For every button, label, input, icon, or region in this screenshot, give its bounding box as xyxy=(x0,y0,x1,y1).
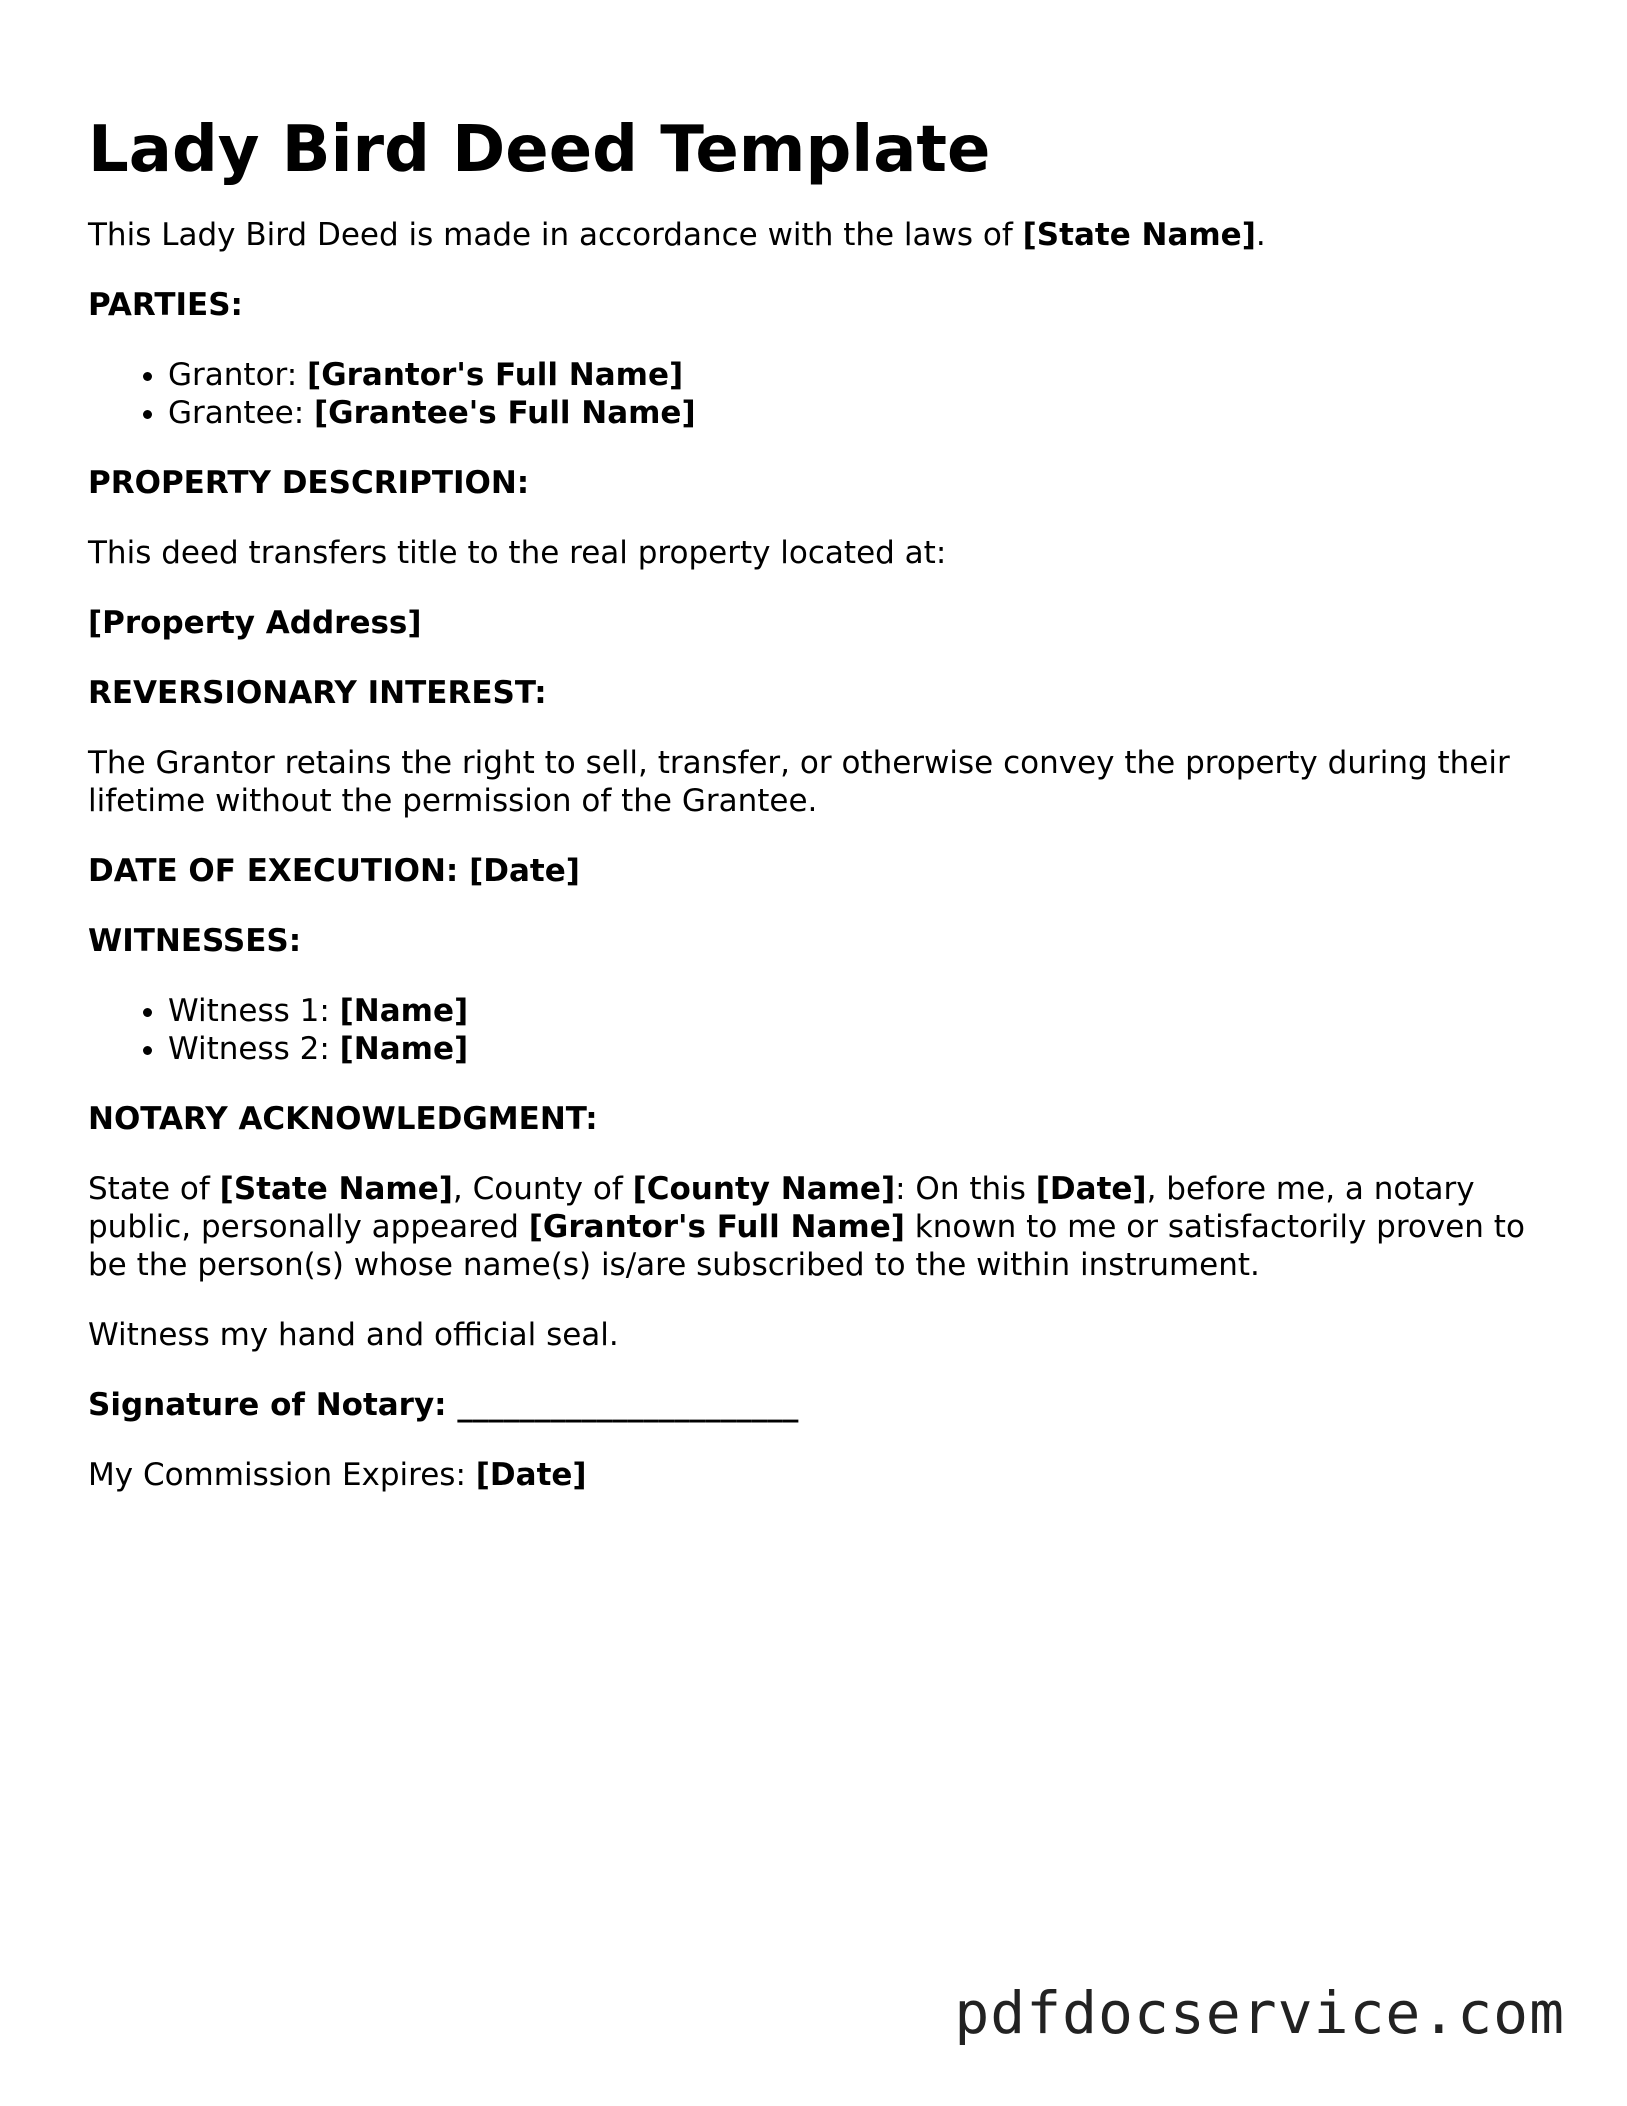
grantee-placeholder: [Grantee's Full Name] xyxy=(314,395,696,431)
reversionary-heading xyxy=(88,674,1528,712)
witness-1-label: Witness 1: xyxy=(168,993,340,1029)
list-item-witness-2 xyxy=(168,1030,1528,1068)
notary-grantor-placeholder: [Grantor's Full Name] xyxy=(528,1209,905,1245)
document-page xyxy=(88,110,1528,1526)
grantor-placeholder: [Grantor's Full Name] xyxy=(307,357,684,393)
list-item-grantor xyxy=(168,356,1528,394)
parties-heading-text: PARTIES: xyxy=(88,287,243,323)
signature-blank: ______________________ xyxy=(457,1387,799,1423)
notary-text-5: known to me or satisfactorily proven to be the person(s) whose name(s) is/are subscribed to the within instrument. xyxy=(88,1209,1525,1283)
witness-2-label: Witness 2: xyxy=(168,1031,340,1067)
notary-text-1: State of xyxy=(88,1171,220,1207)
intro-paragraph xyxy=(88,216,1528,254)
reversionary-heading-text: REVERSIONARY INTEREST: xyxy=(88,675,547,711)
intro-text: This Lady Bird Deed is made in accordance with the laws of xyxy=(88,217,1023,253)
seal-text: Witness my hand and official seal. xyxy=(88,1317,619,1353)
notary-paragraph xyxy=(88,1170,1528,1284)
witness-2-placeholder: [Name] xyxy=(339,1031,469,1067)
watermark: pdfdocservice.com xyxy=(954,1979,1565,2047)
grantor-label: Grantor: xyxy=(168,357,308,393)
execution-date-placeholder: [Date] xyxy=(469,853,580,889)
commission-line xyxy=(88,1456,1528,1494)
notary-date-placeholder: [Date] xyxy=(1035,1171,1147,1207)
notary-text-2: , County of xyxy=(452,1171,633,1207)
notary-text-4: , before me, a notary public, personally appeared xyxy=(88,1171,1475,1245)
signature-label: Signature of Notary: xyxy=(88,1387,458,1423)
property-text: This deed transfers title to the real property located at: xyxy=(88,535,947,571)
signature-line xyxy=(88,1386,1528,1424)
parties-list xyxy=(88,356,1528,432)
intro-state-placeholder: [State Name] xyxy=(1022,217,1256,253)
notary-county-placeholder: [County Name] xyxy=(632,1171,896,1207)
property-address xyxy=(88,604,1528,642)
grantee-label: Grantee: xyxy=(168,395,315,431)
list-item-witness-1 xyxy=(168,992,1528,1030)
document-title: Lady Bird Deed Template xyxy=(88,113,991,187)
commission-label: My Commission Expires: xyxy=(88,1457,476,1493)
witnesses-list xyxy=(88,992,1528,1068)
witnesses-heading-text: WITNESSES: xyxy=(88,923,302,959)
execution-heading: DATE OF EXECUTION: xyxy=(88,853,470,889)
notary-state-placeholder: [State Name] xyxy=(219,1171,453,1207)
property-heading xyxy=(88,464,1528,502)
commission-date-placeholder: [Date] xyxy=(475,1457,587,1493)
notary-text-3: : On this xyxy=(895,1171,1036,1207)
property-heading-text: PROPERTY DESCRIPTION: xyxy=(88,465,530,501)
reversionary-text: The Grantor retains the right to sell, transfer, or otherwise convey the property during their lifetime without the permission of the Grantee. xyxy=(88,745,1510,819)
execution-line xyxy=(88,852,1528,890)
witness-1-placeholder: [Name] xyxy=(339,993,469,1029)
parties-heading xyxy=(88,286,1528,324)
witnesses-heading xyxy=(88,922,1528,960)
intro-end: . xyxy=(1255,217,1266,253)
property-address-placeholder: [Property Address] xyxy=(88,605,422,641)
list-item-grantee xyxy=(168,394,1528,432)
notary-heading-text: NOTARY ACKNOWLEDGMENT: xyxy=(88,1101,598,1137)
notary-heading xyxy=(88,1100,1528,1138)
